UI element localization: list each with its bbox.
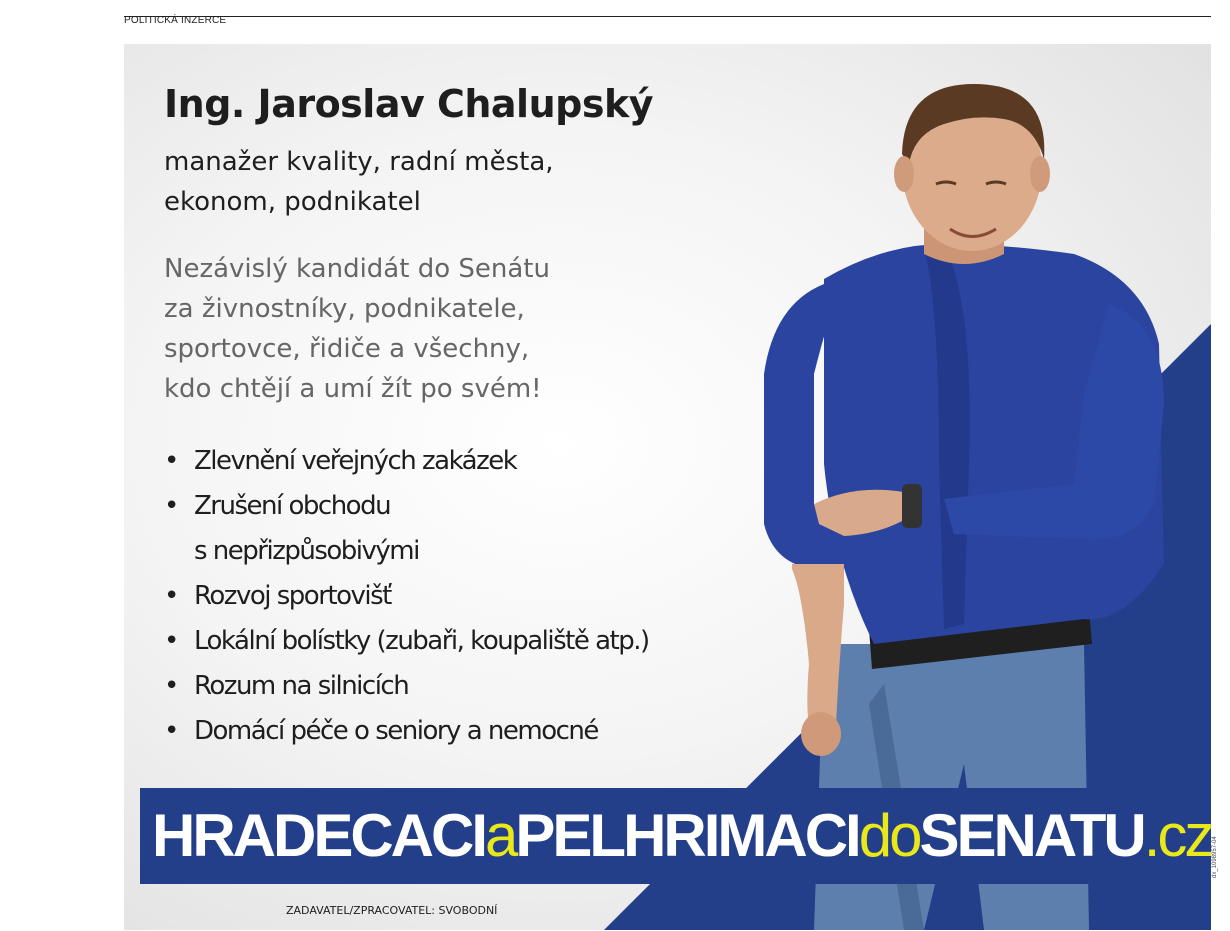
ad-code: dx_1098957-04 [1212, 836, 1218, 878]
bullet-icon: • [164, 716, 180, 746]
sponsor-note: ZADAVATEL/ZPRACOVATEL: SVOBODNÍ [286, 904, 498, 917]
intro-line: kdo chtějí a umí žít po svém! [164, 374, 542, 404]
advertising-label: POLITICKÁ INZERCE [124, 15, 227, 26]
banner-part: PELHRIMACI [515, 802, 859, 869]
website-banner [140, 788, 1211, 884]
bullet-icon: • [164, 626, 180, 656]
intro-line: sportovce, řidiče a všechny, [164, 334, 530, 364]
banner-part: HRADECACI [152, 802, 485, 869]
banner-part-accent: do [858, 802, 920, 869]
intro-line: Nezávislý kandidát do Senátu [164, 254, 550, 284]
program-item-text: Zlevnění veřejných zakázek [194, 446, 517, 476]
banner-part: SENATU [919, 802, 1144, 869]
candidate-roles [164, 142, 554, 222]
program-item [164, 709, 649, 754]
program-list [164, 439, 649, 754]
program-item [164, 439, 649, 484]
banner-part-accent: .cz [1143, 802, 1211, 869]
program-item-text: Zrušení obchodu [194, 491, 391, 521]
intro-line: za živnostníky, podnikatele, [164, 294, 525, 324]
program-item [164, 574, 649, 619]
program-item-continuation: s nepřizpůsobivými [194, 536, 419, 566]
program-item [164, 664, 649, 709]
candidate-introduction [164, 249, 550, 409]
banner-part-accent: a [485, 802, 516, 869]
bullet-icon: • [164, 491, 180, 521]
candidate-name: Ing. Jaroslav Chalupský [164, 82, 653, 126]
program-item [164, 484, 649, 574]
program-item [164, 619, 649, 664]
political-advertisement [124, 44, 1211, 930]
bullet-icon: • [164, 581, 180, 611]
bullet-icon: • [164, 671, 180, 701]
role-line: ekonom, podnikatel [164, 187, 421, 217]
role-line: manažer kvality, radní města, [164, 147, 554, 177]
top-rule [124, 16, 1211, 17]
program-item-text: Rozvoj sportovišť [194, 581, 391, 611]
bullet-icon: • [164, 446, 180, 476]
program-item-text: Rozum na silnicích [194, 671, 409, 701]
program-item-text: Domácí péče o seniory a nemocné [194, 716, 598, 746]
program-item-text: Lokální bolístky (zubaři, koupaliště atp.) [194, 626, 649, 656]
